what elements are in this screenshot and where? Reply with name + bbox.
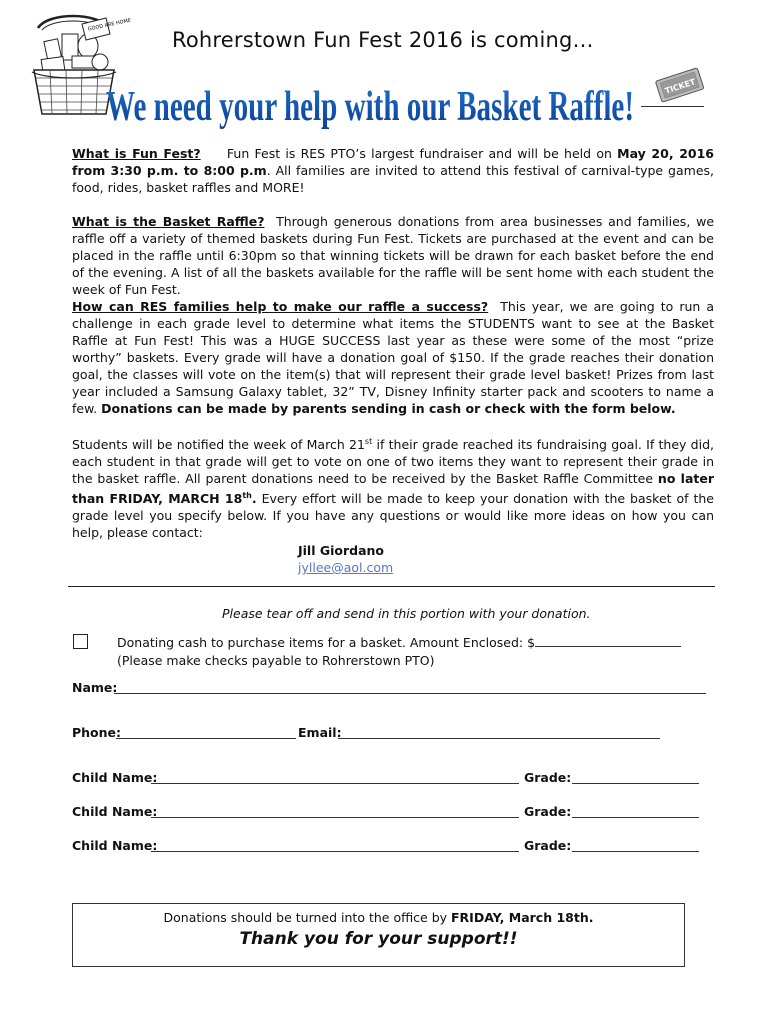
basket-tag-text: GOOD ARE HOME: [87, 17, 132, 33]
contact-email-link[interactable]: jyllee@aol.com: [298, 560, 394, 575]
question-fun-fest: What is Fun Fest?: [72, 146, 201, 161]
email-label: Email:: [298, 725, 342, 740]
grade-field[interactable]: [572, 850, 699, 852]
page-title: Rohrerstown Fun Fest 2016 is coming…: [172, 28, 594, 52]
banner-text: We need your help with our Basket Raffle!: [106, 84, 634, 130]
grade-label: Grade:: [524, 838, 572, 853]
contact-name: Jill Giordano: [298, 543, 385, 558]
question-how-to-help: How can RES families help to make our raffle a success?: [72, 299, 489, 314]
fun-fest-text-a: Fun Fest is RES PTO’s largest fundraiser and will be held on: [226, 146, 618, 161]
notification-text-c: Every effort will be made to keep your donation with the basket of the grade level you specify below. If you have any questions or would like more ideas on how you can help, please contact:: [72, 491, 714, 541]
name-field[interactable]: [114, 692, 706, 694]
notice-deadline: FRIDAY, March 18th.: [451, 910, 594, 925]
banner-heading: [104, 80, 704, 130]
child-name-label: Child Name:: [72, 838, 158, 853]
donate-cash-option: [117, 634, 681, 670]
tear-off-note: Please tear off and send in this portion with your donation.: [222, 606, 591, 621]
how-to-help-bold: Donations can be made by parents sending in cash or check with the form below.: [101, 401, 676, 416]
fun-fest-date: May 20, 2016 from 3:30 p.m. to 8:00 p.m: [72, 146, 714, 178]
paragraph-how-to-help: [72, 298, 714, 417]
grade-row: [524, 804, 571, 819]
child-name-label: Child Name:: [72, 804, 158, 819]
paragraph-fun-fest: [72, 145, 714, 196]
basket-tag: [82, 18, 132, 40]
notice-text: Donations should be turned into the office by: [163, 910, 452, 925]
child-name-label: Child Name:: [72, 770, 158, 785]
grade-label: Grade:: [524, 770, 572, 785]
grade-row: [524, 770, 571, 785]
child-row: [72, 770, 157, 785]
notice-line: [73, 910, 684, 925]
email-row: [298, 725, 342, 740]
fun-fest-text-b: . All families are invited to attend this festival of carnival-type games, food, rides, basket raffles and MORE!: [72, 163, 714, 195]
phone-row: [72, 725, 121, 740]
amount-field[interactable]: [535, 634, 681, 647]
question-basket-raffle: What is the Basket Raffle?: [72, 214, 265, 229]
notification-deadline-end: .: [251, 491, 257, 507]
tear-off-line: [68, 586, 715, 587]
child-name-field[interactable]: [151, 850, 519, 852]
grade-field[interactable]: [572, 782, 699, 784]
phone-field[interactable]: [116, 737, 296, 739]
child-name-field[interactable]: [151, 782, 519, 784]
email-field[interactable]: [338, 737, 660, 739]
paragraph-basket-raffle: [72, 213, 714, 298]
child-name-field[interactable]: [151, 816, 519, 818]
name-row: [72, 680, 117, 695]
thank-you-text: Thank you for your support!!: [239, 929, 518, 949]
phone-label: Phone:: [72, 725, 122, 740]
grade-row: [524, 838, 571, 853]
grade-field[interactable]: [572, 816, 699, 818]
name-label: Name:: [72, 680, 118, 695]
child-row: [72, 804, 157, 819]
donate-cash-checkbox[interactable]: [73, 634, 88, 649]
notification-sup-b: th: [242, 491, 252, 501]
paragraph-notification: [72, 433, 714, 541]
ticket-label: TICKET: [663, 77, 697, 96]
notification-sup-a: st: [364, 437, 373, 446]
notification-deadline: no later than FRIDAY, MARCH 18: [72, 471, 714, 507]
child-row: [72, 838, 157, 853]
grade-label: Grade:: [524, 804, 572, 819]
how-to-help-text: This year, we are going to run a challenge in each grade level to determine what items the STUDENTS want to see at the Basket Raffle at Fun Fest! This was a HUGE SUCCESS last year as these were some of the most “prize worthy” baskets. Every grade will have a donation goal of $150. If the grade reaches their donation goal, the classes will vote on the item(s) that will represent their grade level basket! Prizes from last year included a Samsung Galaxy tablet, 32” TV, Disney Infinity starter pack and scooters to name a few.: [72, 299, 714, 416]
donate-check-note: (Please make checks payable to Rohrerstown PTO): [117, 653, 435, 668]
banner-divider: [641, 106, 704, 107]
notification-text-a: Students will be notified the week of March 21: [72, 437, 365, 453]
notice-box: [72, 903, 685, 967]
donate-cash-label: Donating cash to purchase items for a basket. Amount Enclosed: $: [117, 635, 536, 650]
basket-raffle-text: Through generous donations from area businesses and families, we raffle off a variety of themed baskets during Fun Fest. Tickets are purchased at the event and can be placed in the raffle until 6:30pm so that winning tickets will be drawn for each basket before the end of the evening. A list of all the baskets available for the raffle will be sent home with each student the week of Fun Fest.: [72, 214, 715, 297]
notification-text-b: if their grade reached its fundraising goal. If they did, each student in that grade will get to vote on one of two items they want to represent their grade in the basket raffle. All parent donations need to be received by the Basket Raffle Committee: [72, 437, 714, 487]
